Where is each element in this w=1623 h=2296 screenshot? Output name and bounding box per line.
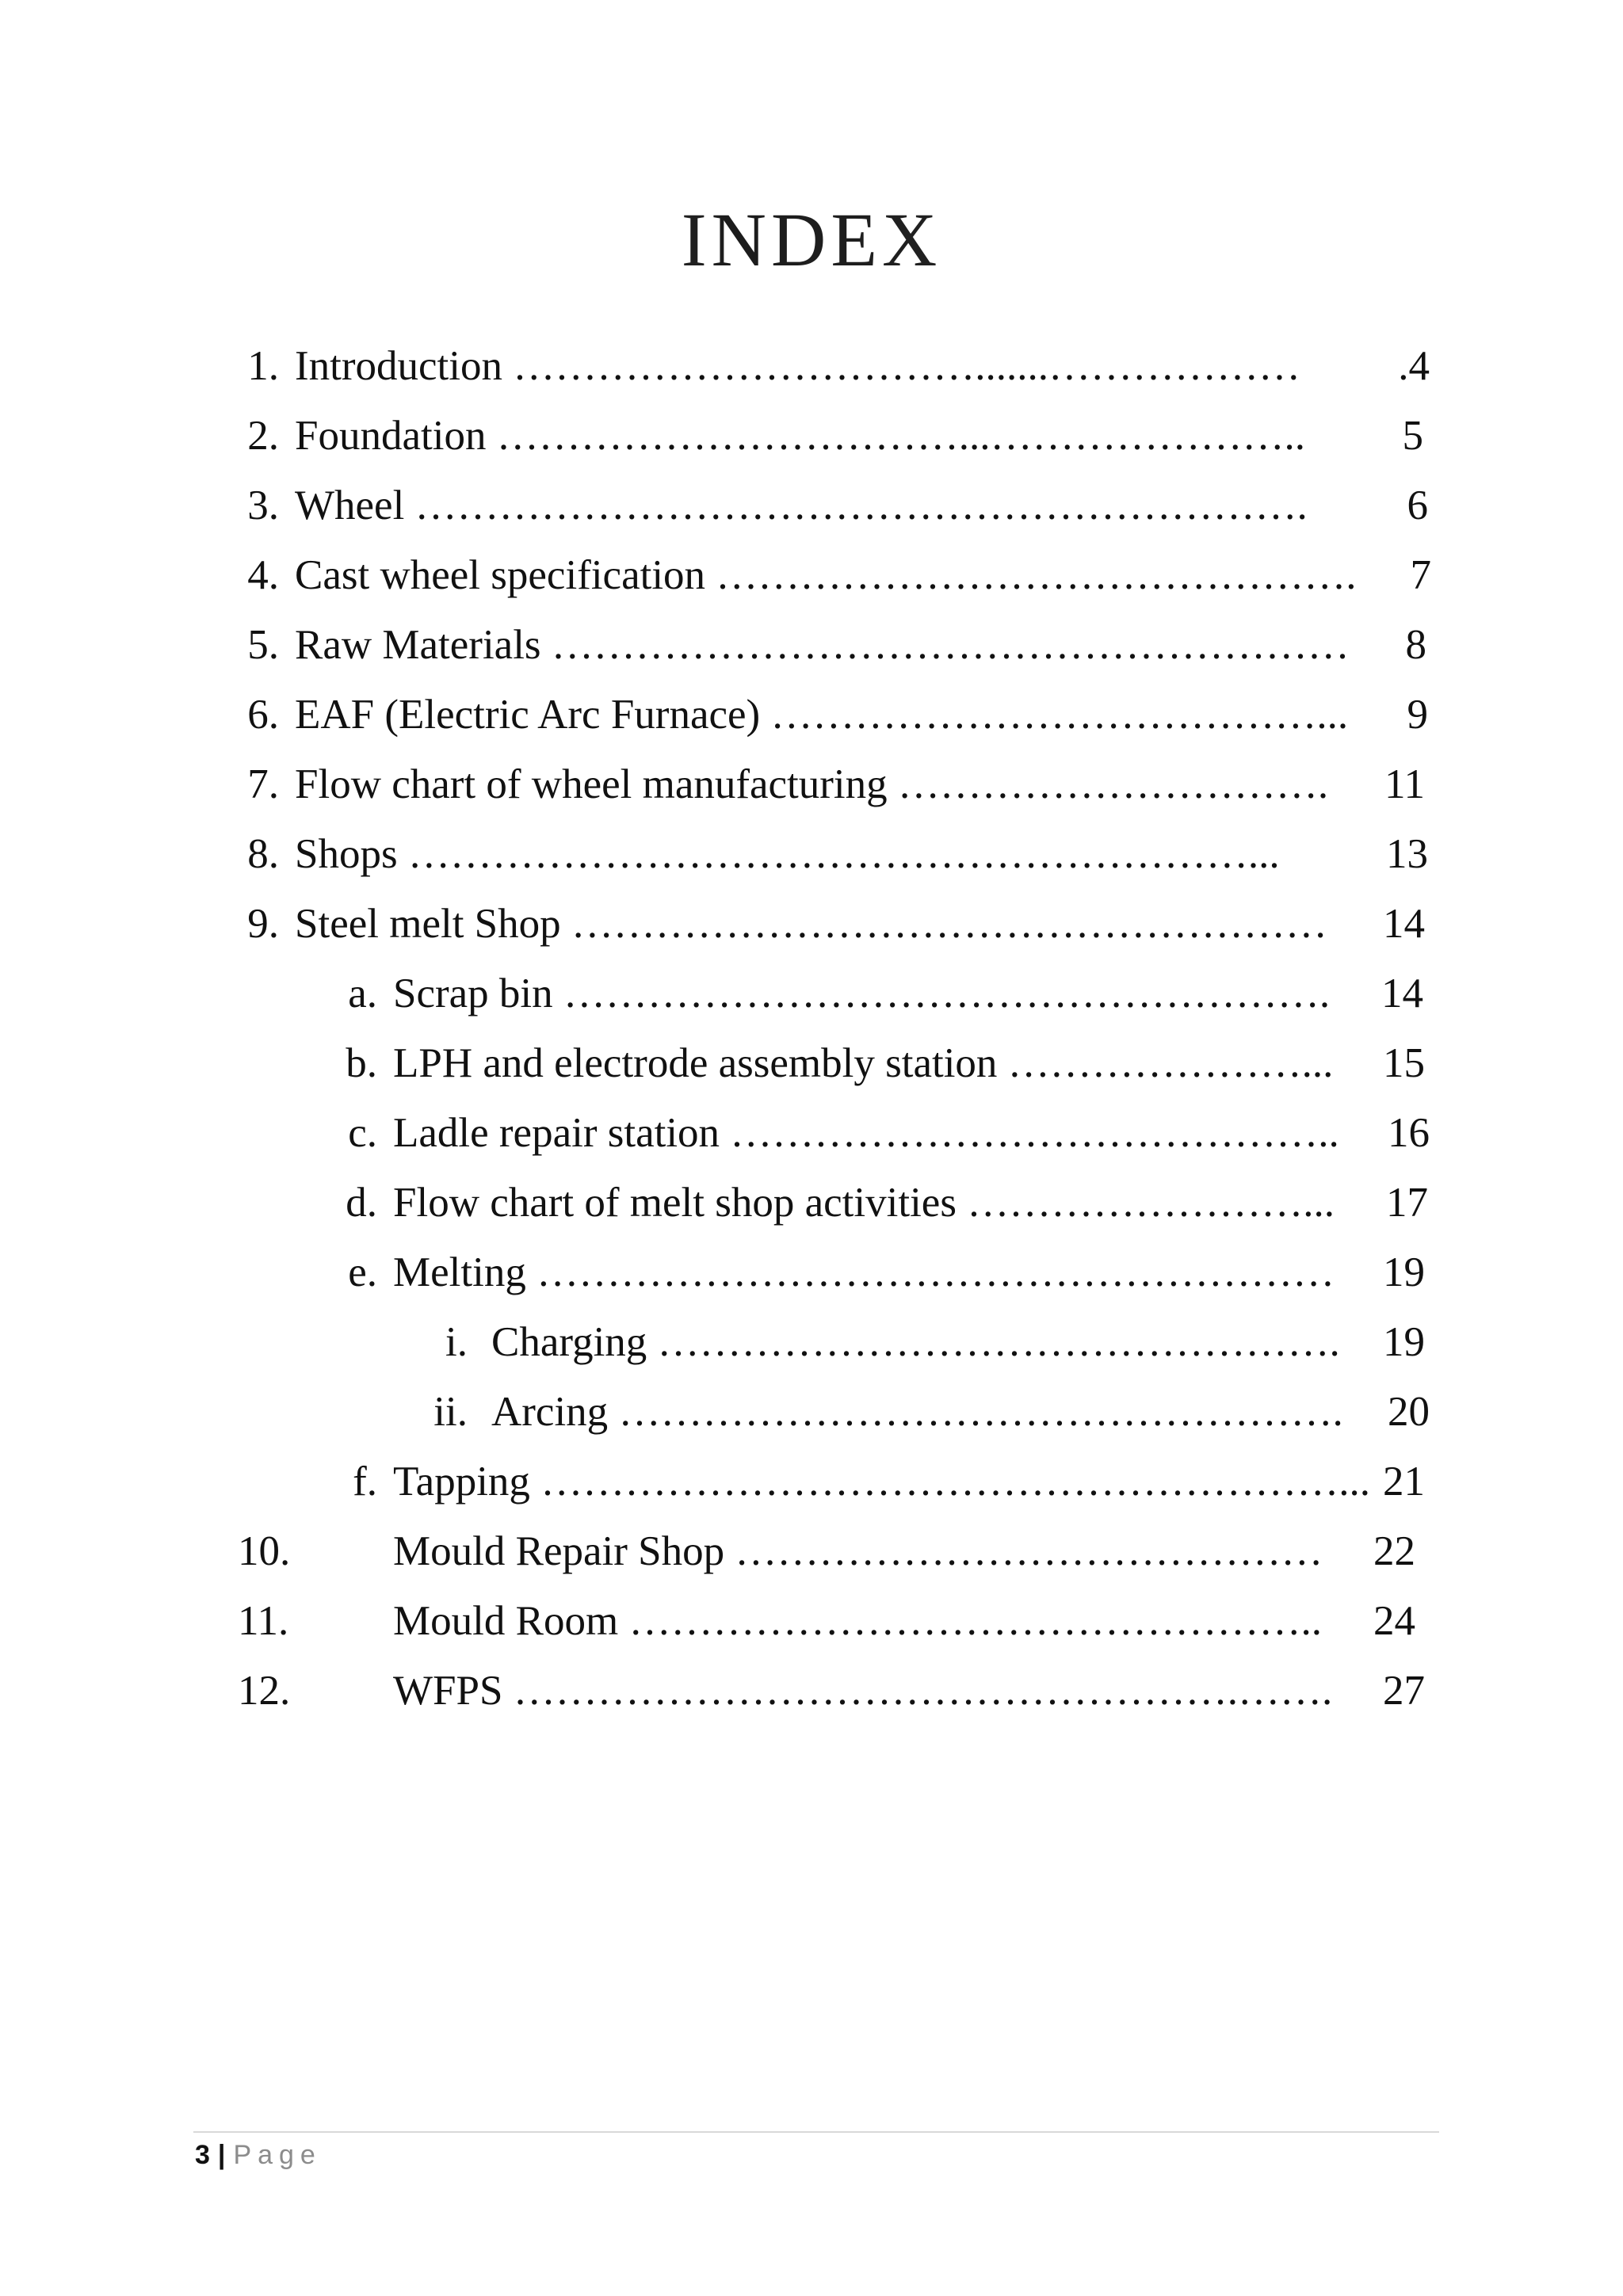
toc-entry-mould-repair-shop[interactable]: [0, 1524, 1623, 1579]
toc-leader-dots: ………………………….: [887, 761, 1329, 807]
toc-subsubentry-arcing[interactable]: [0, 1384, 1623, 1440]
toc-leader-dots: ……………………...: [956, 1180, 1335, 1226]
toc-entry-title: Steel melt Shop ………………………………………………: [295, 901, 1327, 947]
toc-leader-dots: …………………………………………………: [525, 1249, 1335, 1295]
toc-leader-dots: ……………………………...…………………..: [486, 413, 1305, 459]
toc-entry-page: 14: [1383, 901, 1425, 947]
toc-leader-dots: …………………………………………….: [608, 1389, 1343, 1435]
toc-entry-page: 24: [1373, 1598, 1415, 1644]
toc-entry-title: Shops ……………………………………………………...: [295, 831, 1280, 877]
toc-entry-number: i.: [445, 1319, 468, 1365]
toc-entry-title: Arcing …………………………………………….: [491, 1389, 1343, 1435]
toc-entry-flow-chart-wheel-manufacturing[interactable]: [0, 757, 1623, 812]
toc-entry-page: 6: [1407, 482, 1428, 528]
toc-leader-dots: ……………………………………………….: [552, 971, 1331, 1016]
toc-entry-number: 11.: [238, 1598, 289, 1644]
toc-entry-number: 5.: [247, 622, 279, 668]
toc-entry-number: 9.: [247, 901, 279, 947]
toc-leader-dots: …………………………….......………………: [502, 343, 1300, 389]
toc-entry-wheel[interactable]: [0, 478, 1623, 533]
toc-subentry-ladle-repair-station[interactable]: [0, 1105, 1623, 1161]
toc-leader-dots: …………………………………………………: [540, 622, 1350, 668]
toc-leader-dots: ………………………………………………: [560, 901, 1327, 947]
toc-entry-title: Introduction …………………………….......………………: [295, 343, 1300, 389]
toc-leader-dots: ……………………………………………………….: [404, 482, 1308, 528]
toc-entry-number: e.: [348, 1249, 377, 1295]
toc-leader-dots: ……………………………………………………...: [397, 831, 1280, 877]
toc-entry-page: 22: [1373, 1528, 1415, 1574]
toc-entry-title: Cast wheel specification ……………………………………….: [295, 552, 1357, 598]
toc-entry-title: Mould Room …………………………………………..: [393, 1598, 1322, 1644]
toc-entry-foundation[interactable]: [0, 408, 1623, 463]
toc-entry-number: a.: [348, 971, 377, 1016]
toc-entry-number: 8.: [247, 831, 279, 877]
toc-entry-shops[interactable]: [0, 826, 1623, 882]
toc-entry-page: 11: [1384, 761, 1425, 807]
toc-entry-title: WFPS …………………………………………….…….: [393, 1668, 1333, 1714]
toc-entry-mould-room[interactable]: [0, 1593, 1623, 1649]
toc-entry-number: 1.: [247, 343, 279, 389]
toc-entry-wfps[interactable]: [0, 1663, 1623, 1718]
toc-entry-page: 19: [1383, 1249, 1425, 1295]
toc-entry-page: 19: [1383, 1319, 1425, 1365]
toc-subentry-melting[interactable]: [0, 1245, 1623, 1300]
toc-entry-title: Foundation ……………………………...…………………..: [295, 413, 1305, 459]
toc-entry-title: Melting …………………………………………………: [393, 1249, 1335, 1295]
toc-leader-dots: ……………………………………..: [720, 1110, 1339, 1156]
toc-entry-page: 21: [1383, 1459, 1425, 1505]
toc-entry-title: Flow chart of melt shop activities ……………………...: [393, 1180, 1335, 1226]
toc-entry-raw-materials[interactable]: [0, 617, 1623, 673]
toc-entry-title: LPH and electrode assembly station …………………...: [393, 1040, 1334, 1086]
toc-entry-page: 9: [1407, 692, 1428, 738]
toc-leader-dots: ………………………………………….: [647, 1319, 1340, 1365]
toc-subsubentry-charging[interactable]: [0, 1314, 1623, 1370]
toc-entry-number: d.: [346, 1180, 377, 1226]
toc-entry-title: Flow chart of wheel manufacturing ………………………….: [295, 761, 1329, 807]
toc-subentry-scrap-bin[interactable]: [0, 966, 1623, 1021]
toc-entry-page: 7: [1410, 552, 1431, 598]
toc-entry-number: b.: [346, 1040, 377, 1086]
toc-entry-title: Raw Materials …………………………………………………: [295, 622, 1350, 668]
toc-entry-number: 12.: [238, 1668, 291, 1714]
toc-entry-page: 15: [1383, 1040, 1425, 1086]
toc-entry-title: Tapping …………………………………………………...: [393, 1459, 1370, 1505]
toc-entry-number: 6.: [247, 692, 279, 738]
toc-subentry-flow-chart-melt-shop[interactable]: [0, 1175, 1623, 1230]
toc-entry-number: 4.: [247, 552, 279, 598]
toc-entry-number: f.: [353, 1459, 377, 1505]
page-title: INDEX: [0, 196, 1623, 284]
toc-subentry-tapping[interactable]: [0, 1454, 1623, 1509]
toc-entry-page: 8: [1405, 622, 1426, 668]
toc-leader-dots: …………………………………………..: [618, 1598, 1322, 1644]
toc-leader-dots: …………………………………...: [760, 692, 1349, 738]
toc-entry-page: 16: [1388, 1110, 1430, 1156]
toc-entry-page: 14: [1381, 971, 1423, 1016]
toc-entry-title: Ladle repair station ……………………………………..: [393, 1110, 1339, 1156]
toc-entry-page: 17: [1386, 1180, 1428, 1226]
toc-entry-number: 10.: [238, 1528, 291, 1574]
toc-entry-number: 2.: [247, 413, 279, 459]
toc-leader-dots: …………………...: [997, 1040, 1334, 1086]
footer-divider: [193, 2131, 1439, 2133]
toc-entry-title: Mould Repair Shop ……………………………………: [393, 1528, 1323, 1574]
toc-entry-number: ii.: [433, 1389, 468, 1435]
toc-entry-title: Scrap bin ……………………………………………….: [393, 971, 1331, 1016]
footer-separator: |: [217, 2140, 226, 2170]
toc-leader-dots: ……………………………………….: [705, 552, 1357, 598]
toc-leader-dots: …………………………………………….…….: [502, 1668, 1333, 1714]
toc-entry-page: 5: [1402, 413, 1423, 459]
toc-entry-page: 13: [1386, 831, 1428, 877]
page-footer: [195, 2134, 322, 2176]
toc-entry-steel-melt-shop[interactable]: [0, 896, 1623, 952]
toc-entry-page: .4: [1398, 343, 1430, 389]
toc-entry-title: Charging ………………………………………….: [491, 1319, 1340, 1365]
toc-entry-number: c.: [348, 1110, 377, 1156]
footer-page-label: Page: [233, 2140, 322, 2170]
toc-entry-cast-wheel-specification[interactable]: [0, 547, 1623, 603]
toc-leader-dots: …………………………………………………...: [529, 1459, 1370, 1505]
toc-entry-number: 7.: [247, 761, 279, 807]
toc-entry-eaf[interactable]: [0, 687, 1623, 742]
toc-entry-introduction[interactable]: [0, 338, 1623, 394]
toc-entry-page: 20: [1388, 1389, 1430, 1435]
toc-entry-page: 27: [1383, 1668, 1425, 1714]
footer-page-number: 3: [195, 2140, 210, 2170]
toc-entry-title: Wheel ……………………………………………………….: [295, 482, 1308, 528]
toc-subentry-lph-electrode-assembly[interactable]: [0, 1035, 1623, 1091]
toc-entry-title: EAF (Electric Arc Furnace) …………………………………...: [295, 692, 1349, 738]
toc-leader-dots: ……………………………………: [724, 1528, 1323, 1574]
toc-entry-number: 3.: [247, 482, 279, 528]
